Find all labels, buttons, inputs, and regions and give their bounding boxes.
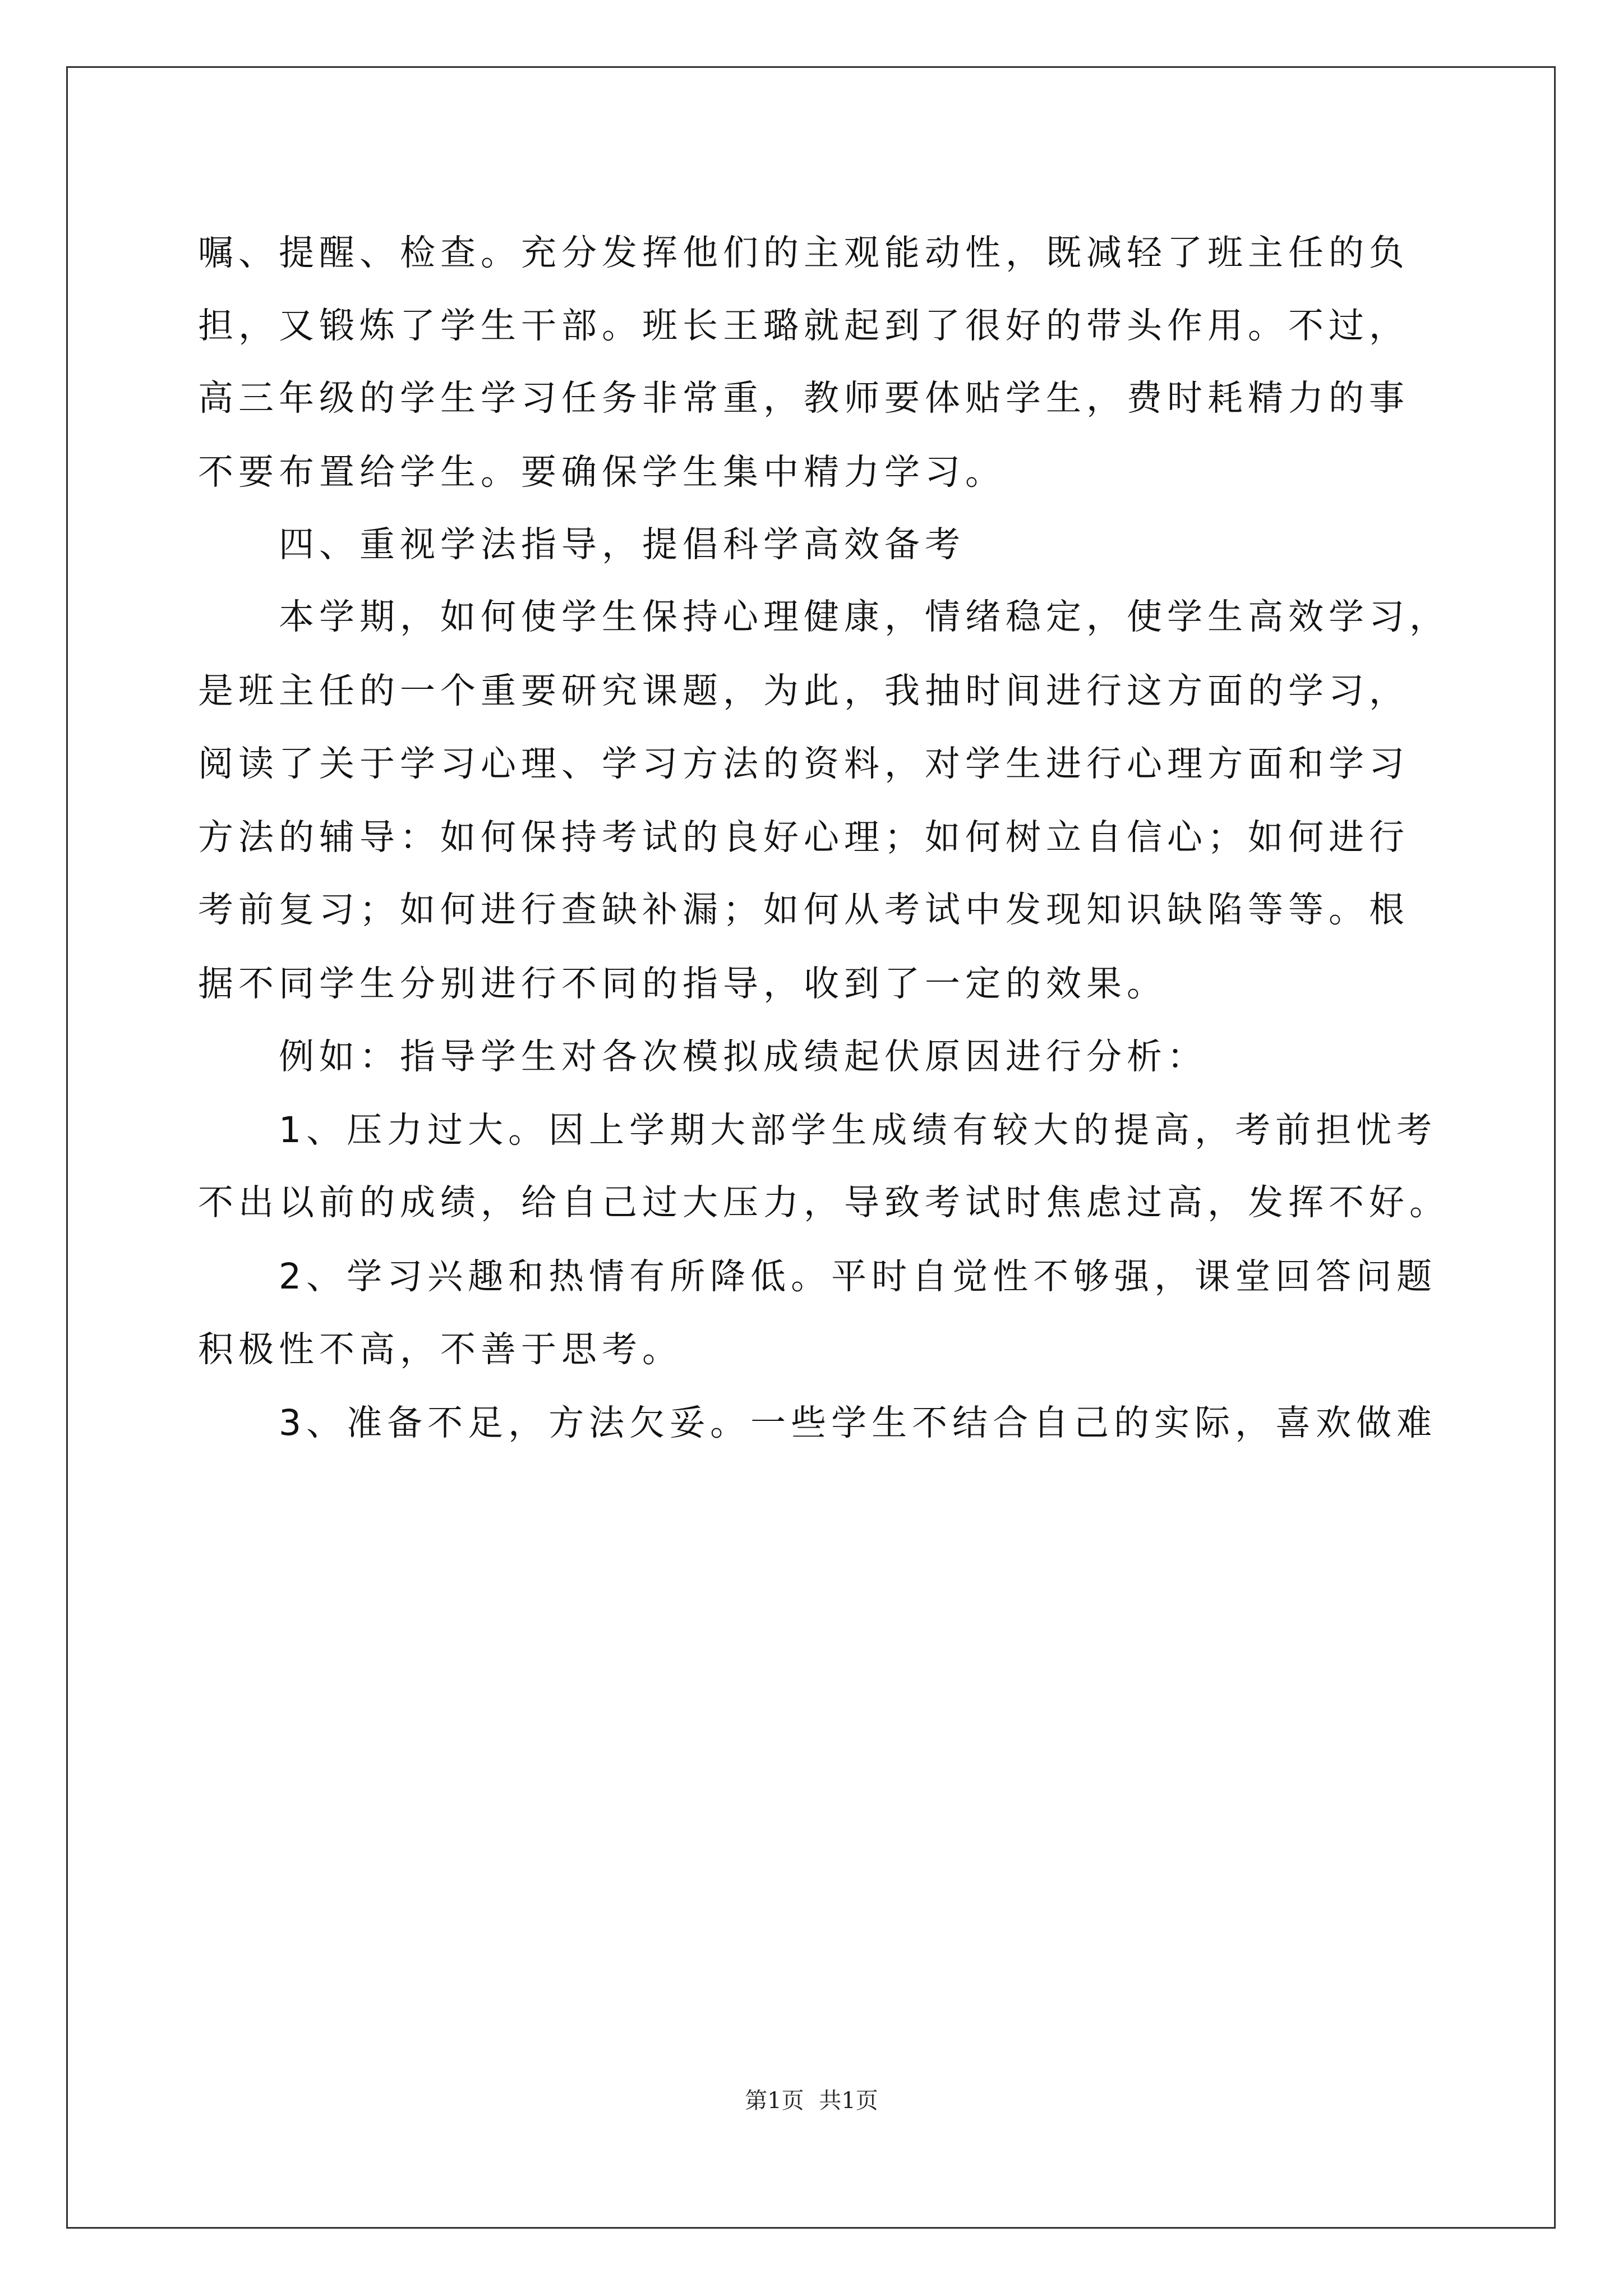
text-line: 据不同学生分别进行不同的指导，收到了一定的效果。 — [198, 963, 1167, 1004]
text-line: 担，又锻炼了学生干部。班长王璐就起到了很好的带头作用。不过， — [198, 305, 1409, 346]
section-heading: 四、重视学法指导，提倡科学高效备考 — [198, 524, 965, 565]
text-line: 不要布置给学生。要确保学生集中精力学习。 — [198, 452, 1006, 493]
text-line: 嘱、提醒、检查。充分发挥他们的主观能动性，既减轻了班主任的负 — [198, 232, 1409, 273]
text-line: 2、学习兴趣和热情有所降低。平时自觉性不够强，课堂回答问题 — [198, 1256, 1437, 1297]
text-line: 3、准备不足，方法欠妥。一些学生不结合自己的实际，喜欢做难 — [198, 1402, 1437, 1443]
text-line: 是班主任的一个重要研究课题，为此，我抽时间进行这方面的学习， — [198, 670, 1409, 711]
text-line: 积极性不高，不善于思考。 — [198, 1329, 683, 1370]
text-line: 不出以前的成绩，给自己过大压力，导致考试时焦虑过高，发挥不好。 — [198, 1182, 1450, 1223]
page-footer: 第1页 共1页 — [745, 2088, 878, 2114]
text-line: 阅读了关于学习心理、学习方法的资料，对学生进行心理方面和学习 — [198, 743, 1409, 784]
text-line: 方法的辅导：如何保持考试的良好心理；如何树立自信心；如何进行 — [198, 817, 1409, 858]
text-line: 1、压力过大。因上学期大部学生成绩有较大的提高，考前担忧考 — [198, 1110, 1437, 1151]
text-line: 例如：指导学生对各次模拟成绩起伏原因进行分析： — [198, 1036, 1207, 1077]
text-line: 考前复习；如何进行查缺补漏；如何从考试中发现知识缺陷等等。根 — [198, 889, 1409, 930]
text-line: 本学期，如何使学生保持心理健康，情绪稳定，使学生高效学习， — [198, 596, 1450, 637]
text-line: 高三年级的学生学习任务非常重，教师要体贴学生，费时耗精力的事 — [198, 378, 1409, 418]
